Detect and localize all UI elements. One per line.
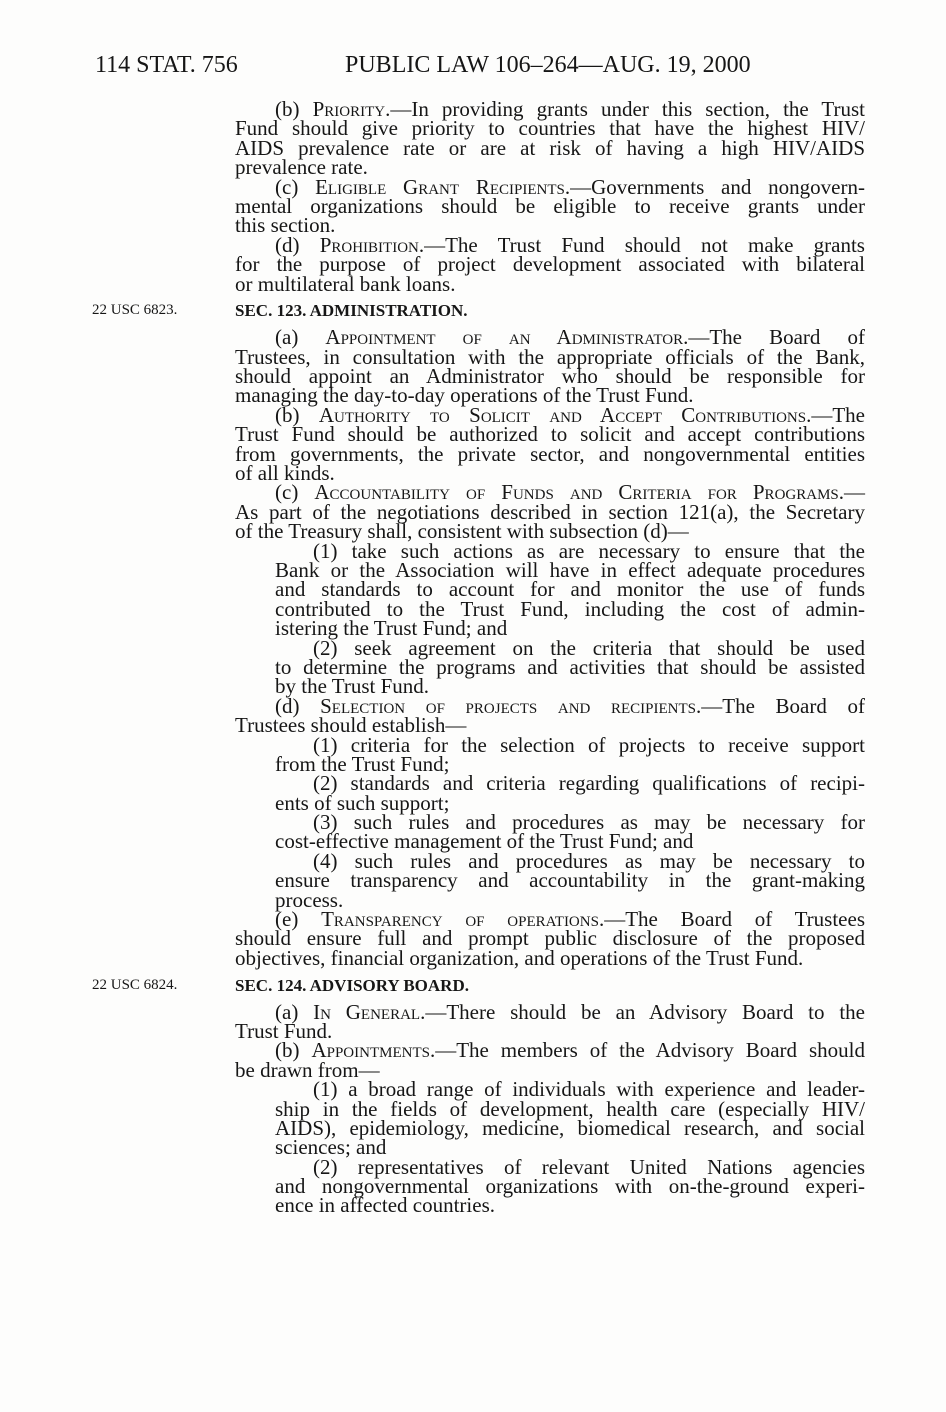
paragraph — [235, 325, 866, 408]
subparagraph — [275, 538, 865, 641]
text-run: .—The Board of Trustees — [598, 907, 865, 932]
paragraph — [235, 97, 865, 180]
text-line: As part of the negotiations described in section 121(a), the Secretary — [235, 499, 865, 524]
text-line: Trustees, in consultation with the appropriate officials of the Bank, — [235, 344, 865, 369]
margin-citation: 22 USC 6823. — [92, 302, 178, 319]
text-line: ence in affected countries. — [275, 1193, 495, 1218]
text-line: Trust Fund should be authorized to solicit and accept contributions — [235, 422, 865, 447]
subparagraph — [275, 1077, 865, 1160]
text-line: (1) a broad range of individuals with experience and leader- — [313, 1077, 865, 1102]
text-line: managing the day-to-day operations of the Trust Fund. — [235, 383, 694, 408]
text-line: and standards to account for and monitor the use of funds — [275, 577, 865, 602]
paragraph — [235, 232, 865, 296]
document-body — [0, 97, 946, 1218]
text-line: (3) such rules and procedures as may be necessary for — [313, 810, 865, 835]
text-run: (d) — [275, 693, 321, 718]
paragraph — [235, 480, 865, 544]
text-run: .— — [838, 480, 865, 505]
section-title: SEC. 124. ADVISORY BOARD. — [235, 975, 469, 995]
text-line: from governments, the private sector, and nongovernmental entities — [235, 441, 865, 466]
subsection-caption: Appointment of an Administrator — [325, 325, 684, 350]
text-run: (c) — [275, 480, 315, 505]
subparagraph — [275, 810, 865, 854]
subparagraph — [275, 635, 865, 699]
text-line: prevalence rate. — [235, 155, 368, 180]
text-run: (b) — [275, 402, 319, 427]
text-line: ship in the fields of development, health care (especially HIV/ — [275, 1096, 865, 1121]
paragraph — [235, 693, 865, 738]
text-run: (b) — [275, 97, 313, 121]
text-line: ensure transparency and accountability in the grant-making — [275, 868, 865, 893]
text-line: (2) seek agreement on the criteria that should be used — [313, 635, 865, 660]
text-line: (1) take such actions as are necessary to ensure that the — [313, 538, 865, 563]
text-line: for the purpose of project development associated with bilateral — [235, 252, 865, 277]
paragraph — [235, 999, 865, 1043]
text-line: process. — [275, 887, 344, 912]
subparagraph — [275, 848, 865, 912]
text-line: to determine the programs and activities that should be assisted — [275, 654, 865, 679]
text-run: (a) — [275, 325, 326, 350]
paragraph — [235, 1038, 865, 1082]
statute-page-citation: 114 STAT. 756 — [95, 52, 238, 78]
subsection-caption: Priority — [312, 97, 386, 121]
text-line: cost-effective management of the Trust Fund; and — [275, 829, 694, 854]
public-law-title: PUBLIC LAW 106–264—AUG. 19, 2000 — [345, 52, 751, 78]
text-line: (4) such rules and procedures as may be necessary to — [313, 848, 865, 873]
text-run: .—There should be an Advisory Board to the — [420, 999, 865, 1024]
text-line: by the Trust Fund. — [275, 674, 430, 699]
subsection-caption: Transparency of operations — [321, 907, 599, 932]
margin-citation: 22 USC 6824. — [92, 976, 178, 993]
text-line: be drawn from— — [235, 1057, 380, 1082]
text-run: (d) — [275, 232, 320, 257]
text-run: (b) — [275, 1038, 312, 1063]
subparagraph — [275, 732, 865, 776]
text-line: (2) standards and criteria regarding qualifications of recipi- — [313, 771, 865, 796]
text-line: contributed to the Trust Fund, including the cost of admin- — [275, 596, 865, 621]
text-line: sciences; and — [275, 1135, 387, 1160]
text-line: of all kinds. — [235, 461, 335, 486]
subsection-caption: In General — [313, 999, 421, 1024]
text-run: .—In providing grants under this section, the Trust — [385, 97, 865, 121]
text-run: .—Governments and nongovern- — [564, 174, 865, 199]
text-run: .—The Board of — [696, 693, 865, 718]
text-run: .—The members of the Advisory Board should — [429, 1038, 865, 1063]
text-run: .—The — [806, 402, 865, 427]
paragraph — [235, 402, 865, 486]
text-line: mental organizations should be eligible to receive grants under — [235, 193, 865, 218]
text-line: (2) representatives of relevant United Nations agencies — [313, 1154, 865, 1179]
running-head — [0, 0, 946, 90]
text-run: (c) — [275, 174, 316, 199]
section-heading — [0, 976, 946, 995]
section-title: SEC. 123. ADMINISTRATION. — [235, 301, 468, 321]
text-line: should appoint an Administrator who should be responsible for — [235, 364, 865, 389]
subparagraph — [275, 1154, 865, 1218]
section-heading — [0, 301, 946, 320]
text-line: istering the Trust Fund; and — [275, 616, 508, 641]
text-run: .—The Board of — [683, 325, 866, 350]
text-line: AIDS), epidemiology, medicine, biomedical research, and social — [275, 1115, 865, 1140]
text-line: AIDS prevalence rate or are at risk of having a high HIV/AIDS — [235, 135, 865, 160]
text-line: Fund should give priority to countries that have the highest HIV/ — [235, 116, 865, 141]
paragraph — [235, 174, 865, 238]
text-line: Trust Fund. — [235, 1018, 333, 1043]
text-run: (a) — [275, 999, 314, 1024]
text-line: objectives, financial organization, and operations of the Trust Fund. — [235, 945, 804, 970]
text-line: this section. — [235, 213, 336, 238]
subsection-caption: Accountability of Funds and Criteria for Programs — [314, 480, 839, 505]
subparagraph — [275, 771, 865, 815]
text-line: or multilateral bank loans. — [235, 271, 456, 296]
text-line: Trustees should establish— — [235, 713, 467, 738]
text-run: .—The Trust Fund should not make grants — [418, 232, 865, 257]
text-line: Bank or the Association will have in effect adequate procedures — [275, 557, 865, 582]
text-line: should ensure full and prompt public disclosure of the proposed — [235, 926, 865, 951]
subsection-caption: Selection of projects and recipients — [320, 693, 697, 718]
subsection-caption: Appointments — [311, 1038, 430, 1063]
text-line: from the Trust Fund; — [275, 751, 450, 776]
text-line: of the Treasury shall, consistent with subsection (d)— — [235, 519, 689, 544]
text-line: (1) criteria for the selection of projects to receive support — [313, 732, 865, 757]
text-run: (e) — [275, 907, 322, 932]
subsection-caption: Eligible Grant Recipients — [315, 174, 565, 199]
paragraph — [235, 907, 865, 970]
subsection-caption: Authority to Solicit and Accept Contributions — [318, 402, 807, 427]
text-line: ents of such support; — [275, 790, 450, 815]
text-line: and nongovernmental organizations with on-the-ground experi- — [275, 1174, 865, 1199]
subsection-caption: Prohibition — [319, 232, 419, 257]
